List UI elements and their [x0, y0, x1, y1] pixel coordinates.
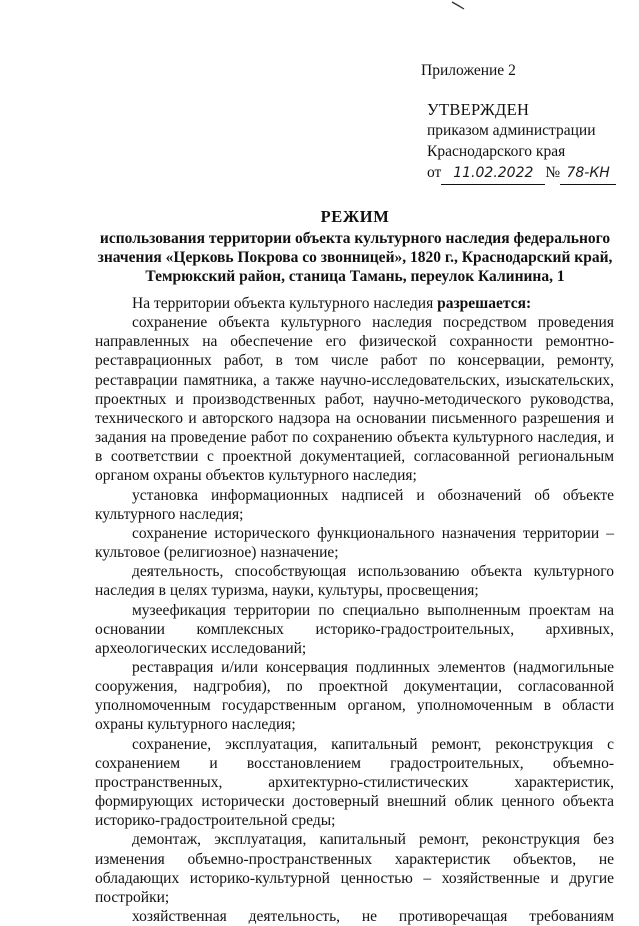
intro-bold: разрешается:: [437, 295, 532, 312]
intro-paragraph: [95, 294, 614, 313]
document-subtitle: использования территории объекта культурного наследия федерального значения «Церковь Покрова со звонницей», 1820 г., Краснодарский край, Темрюкский район, станица Тамань, переулок Калинина, 1: [97, 230, 613, 286]
approval-date-line: [427, 162, 616, 185]
document-title: РЕЖИМ: [320, 207, 390, 226]
paragraph: демонтаж, эксплуатация, капитальный ремонт, реконструкция без изменения объемно-пространственных характеристик объектов, не обладающих историко-культурной ценностью – хозяйственные и другие постройки;: [95, 831, 614, 906]
approval-order-line: приказом администрации: [427, 122, 596, 139]
approved-heading: УТВЕРЖДЕН: [427, 100, 530, 119]
paragraph: сохранение исторического функционального назначения территории – культовое (религиозное) назначение;: [95, 524, 614, 562]
date-prefix: от: [427, 164, 442, 181]
paragraph: сохранение, эксплуатация, капитальный ремонт, реконструкция с сохранением и восстановлением градостроительных, объемно-пространственных, архитектурно-стилистических характеристик, формирующих исторически достоверный внешний облик ценного объекта историко-градостроительной среды;: [95, 735, 614, 830]
intro-text: На территории объекта культурного наследия: [132, 295, 434, 312]
handwritten-date: 11.02.2022: [441, 163, 545, 185]
paragraph: установка информационных надписей и обозначений об объекте культурного наследия;: [95, 486, 614, 523]
scan-mark: [450, 0, 470, 10]
handwritten-order-number: 78-КН: [560, 163, 616, 185]
document-body: [95, 294, 614, 926]
approval-block: [427, 99, 616, 185]
paragraph: реставрация и/или консервация подлинных элементов (надмогильные сооружения, надгробия), по проектной документации, согласованной уполномоченным государственным органом, уполномоченным в области охраны культурного наследия;: [95, 658, 614, 734]
number-sign: №: [545, 164, 561, 181]
paragraph: деятельность, способствующая использованию объекта культурного наследия в целях туризма, науки, культуры, просвещения;: [95, 563, 614, 600]
paragraph: музеефикация территории по специально выполненным проектам на основании комплексных историко-градостроительных, архивных, археологических исследований;: [95, 601, 614, 657]
paragraph: сохранение объекта культурного наследия посредством проведения направленных на обеспечение его физической сохранности ремонтно-реставрационных работ, в том числе работ по консервации, ремонту, реставрации памятника, а также научно-исследовательских, изыскательских, проектных и производственных работ, научно-методического руководства, технического и авторского надзора на основании письменного разрешения и задания на проведение работ по сохранению объекта культурного наследия, и в соответствии с проектной документацией, согласованной региональным органом охраны объектов культурного наследия;: [95, 314, 614, 485]
approval-authority-line: Краснодарского края: [427, 143, 566, 160]
appendix-label: Приложение 2: [421, 62, 516, 79]
paragraph: хозяйственная деятельность, не противоречащая требованиям: [132, 908, 614, 925]
